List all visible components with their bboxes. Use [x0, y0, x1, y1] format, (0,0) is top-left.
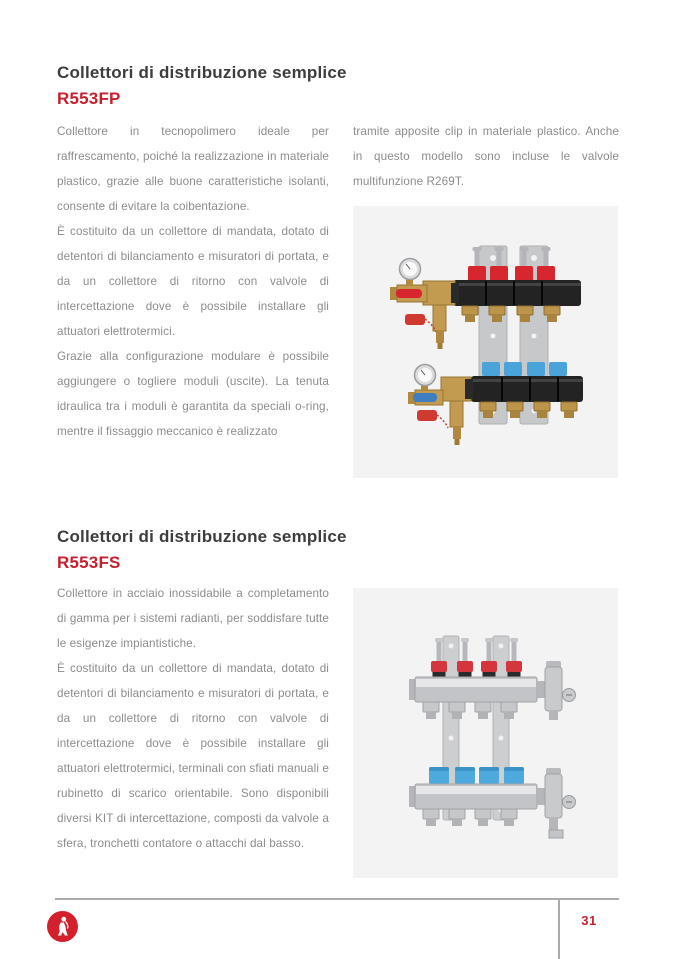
brand-logo: [47, 911, 78, 942]
body-paragraph: tramite apposite clip in materiale plastico. Anche in questo modello sono incluse le valvole multifunzione R269T.: [353, 125, 619, 188]
giacomini-logo-icon: [47, 911, 78, 942]
section-title-r553fs: Collettori di distribuzione semplice: [57, 527, 347, 546]
section1-left-column: [57, 119, 329, 444]
product-code-r553fp: R553FP: [57, 89, 121, 108]
product-code-r553fs: R553FS: [57, 553, 121, 572]
body-paragraph: Collettore in tecnopolimero ideale per raffrescamento, poiché la realizzazione in materiale plastico, grazie alle buone caratteristiche isolanti, consente di evitare la coibentazione.: [57, 125, 329, 213]
product-photo-r553fs: [353, 588, 618, 878]
section1-right-column: [353, 119, 619, 194]
section2-left-column: [57, 581, 329, 856]
body-paragraph: Grazie alla configurazione modulare è possibile aggiungere o togliere moduli (uscite). La tenuta idraulica tra i moduli è garantita da speciali o-ring, mentre il fissaggio meccanico è realizzato: [57, 350, 329, 438]
body-paragraph: È costituito da un collettore di mandata, dotato di detentori di bilanciamento e misuratori di portata, e da un collettore di ritorno con valvole di intercettazione dove è possibile installare gli attuatori elettrotermici.: [57, 225, 329, 338]
footer-rule: [55, 898, 619, 900]
section-title-r553fp: Collettori di distribuzione semplice: [57, 63, 347, 82]
manifold-r553fs-illustration: [353, 588, 618, 878]
manifold-r553fp-illustration: [353, 206, 618, 478]
body-paragraph: Collettore in acciaio inossidabile a completamento di gamma per i sistemi radianti, per soddisfare tutte le esigenze impiantistiche.: [57, 587, 329, 650]
product-photo-r553fp: [353, 206, 618, 478]
page-number: 31: [581, 913, 597, 928]
footer-vertical-rule: [558, 898, 560, 959]
body-paragraph: È costituito da un collettore di mandata, dotato di detentori di bilanciamento e misuratori di portata, e da un collettore di ritorno con valvole di intercettazione dove è possibile installare gli attuatori elettrotermici, terminali con sfiati manuali e rubinetto di scarico orientabile. Sono disponibili diversi KIT di intercettazione, composti da valvole a sfera, tronchetti contatore o attacchi dal basso.: [57, 662, 329, 850]
